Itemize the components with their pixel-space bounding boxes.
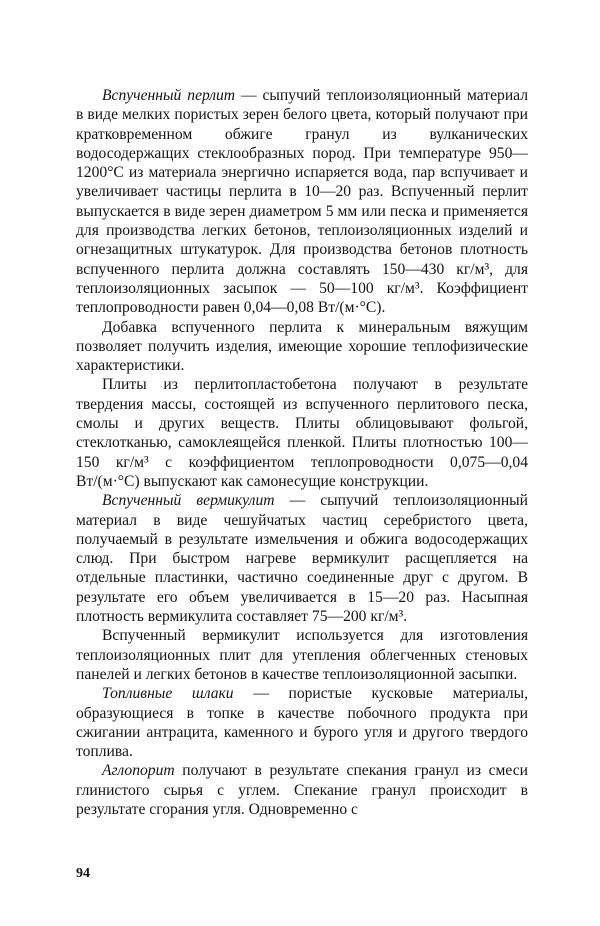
paragraph-text: Вспученный вермикулит используется для изготовления теплоизоляционных плит для утепления облегченных стеновых панелей и легких бетонов в качестве теплоизоляционной засыпки. xyxy=(76,627,528,683)
paragraph-text: Добавка вспученного перлита к минеральным вяжущим позволяет получить изделия, имеющие хорошие теплофизические характеристики. xyxy=(76,318,528,375)
term-agloporite: Аглопорит xyxy=(102,762,175,780)
paragraph-text: — пористые кусковые материалы, образующиеся в топке в качестве побочного продукта при сжигании антрацита, каменного и бурого угля и другого твердого топлива. xyxy=(76,685,528,761)
paragraph-text: — сыпучий теплоизоляционный материал в виде мелких пористых зерен белого цвета, который получают при кратковременном обжиге гранул из вулканических водосодержащих стеклообразных пород. При температуре 950—1200°С из материала энергично испаряется вода, пар вспучивает и увеличивает частицы перлита в 10—20 раз. Вспученный перлит выпускается в виде зерен диаметром 5 мм или песка и применяется для производства легких бетонов, теплоизоляционных изделий и огнезащитных штукатурок. Для производства бетонов плотность вспученного перлита должна составлять 150—430 кг/м³, для теплоизоляционных засыпок — 50—100 кг/м³. Коэффициент теплопроводности равен 0,04—0,08 Вт/(м·°С). xyxy=(76,87,528,317)
paragraph-text: — сыпучий теплоизоляционный материал в виде чешуйчатых частиц серебристого цвета, получаемый в результате измельчения и обжига водосодержащих слюд. При быстром нагреве вермикулит расщепляется на отдельные пластинки, частично соединенные друг с другом. В результате его объем увеличивается в 15—20 раз. Насыпная плотность вермикулита составляет 75—200 кг/м³. xyxy=(76,492,528,626)
term-fuel-slag: Топливные шлаки xyxy=(102,685,234,703)
paragraph-fuel-slag xyxy=(76,684,528,761)
paragraph-text: Плиты из перлитопластобетона получают в результате твердения массы, состоящей из вспученного перлитового песка, смолы и других веществ. Плиты облицовывают фольгой, стеклотканью, самоклеящейся пленкой. Плиты плотностью 100—150 кг/м³ с коэффициентом теплопроводности 0,075—0,04 Вт/(м·°С) выпускают как самонесущие конструкции. xyxy=(76,376,528,490)
term-expanded-vermiculite: Вспученный вермикулит xyxy=(102,492,275,510)
paragraph-perlite-additive xyxy=(76,318,528,376)
page-number: 94 xyxy=(76,866,90,881)
term-expanded-perlite: Вспученный перлит xyxy=(102,87,236,104)
paragraph-text: получают в результате спекания гранул из смеси глинистого сырья с углем. Спекание гранул происходит в результате сгорания угля. Одновременно с xyxy=(76,762,528,818)
paragraph-agloporite xyxy=(76,761,528,819)
paragraph-expanded-vermiculite xyxy=(76,491,528,626)
body-text xyxy=(76,86,528,819)
paragraph-expanded-perlite xyxy=(76,86,528,318)
paragraph-perlite-plastic-concrete xyxy=(76,375,528,491)
paragraph-vermiculite-use xyxy=(76,626,528,684)
